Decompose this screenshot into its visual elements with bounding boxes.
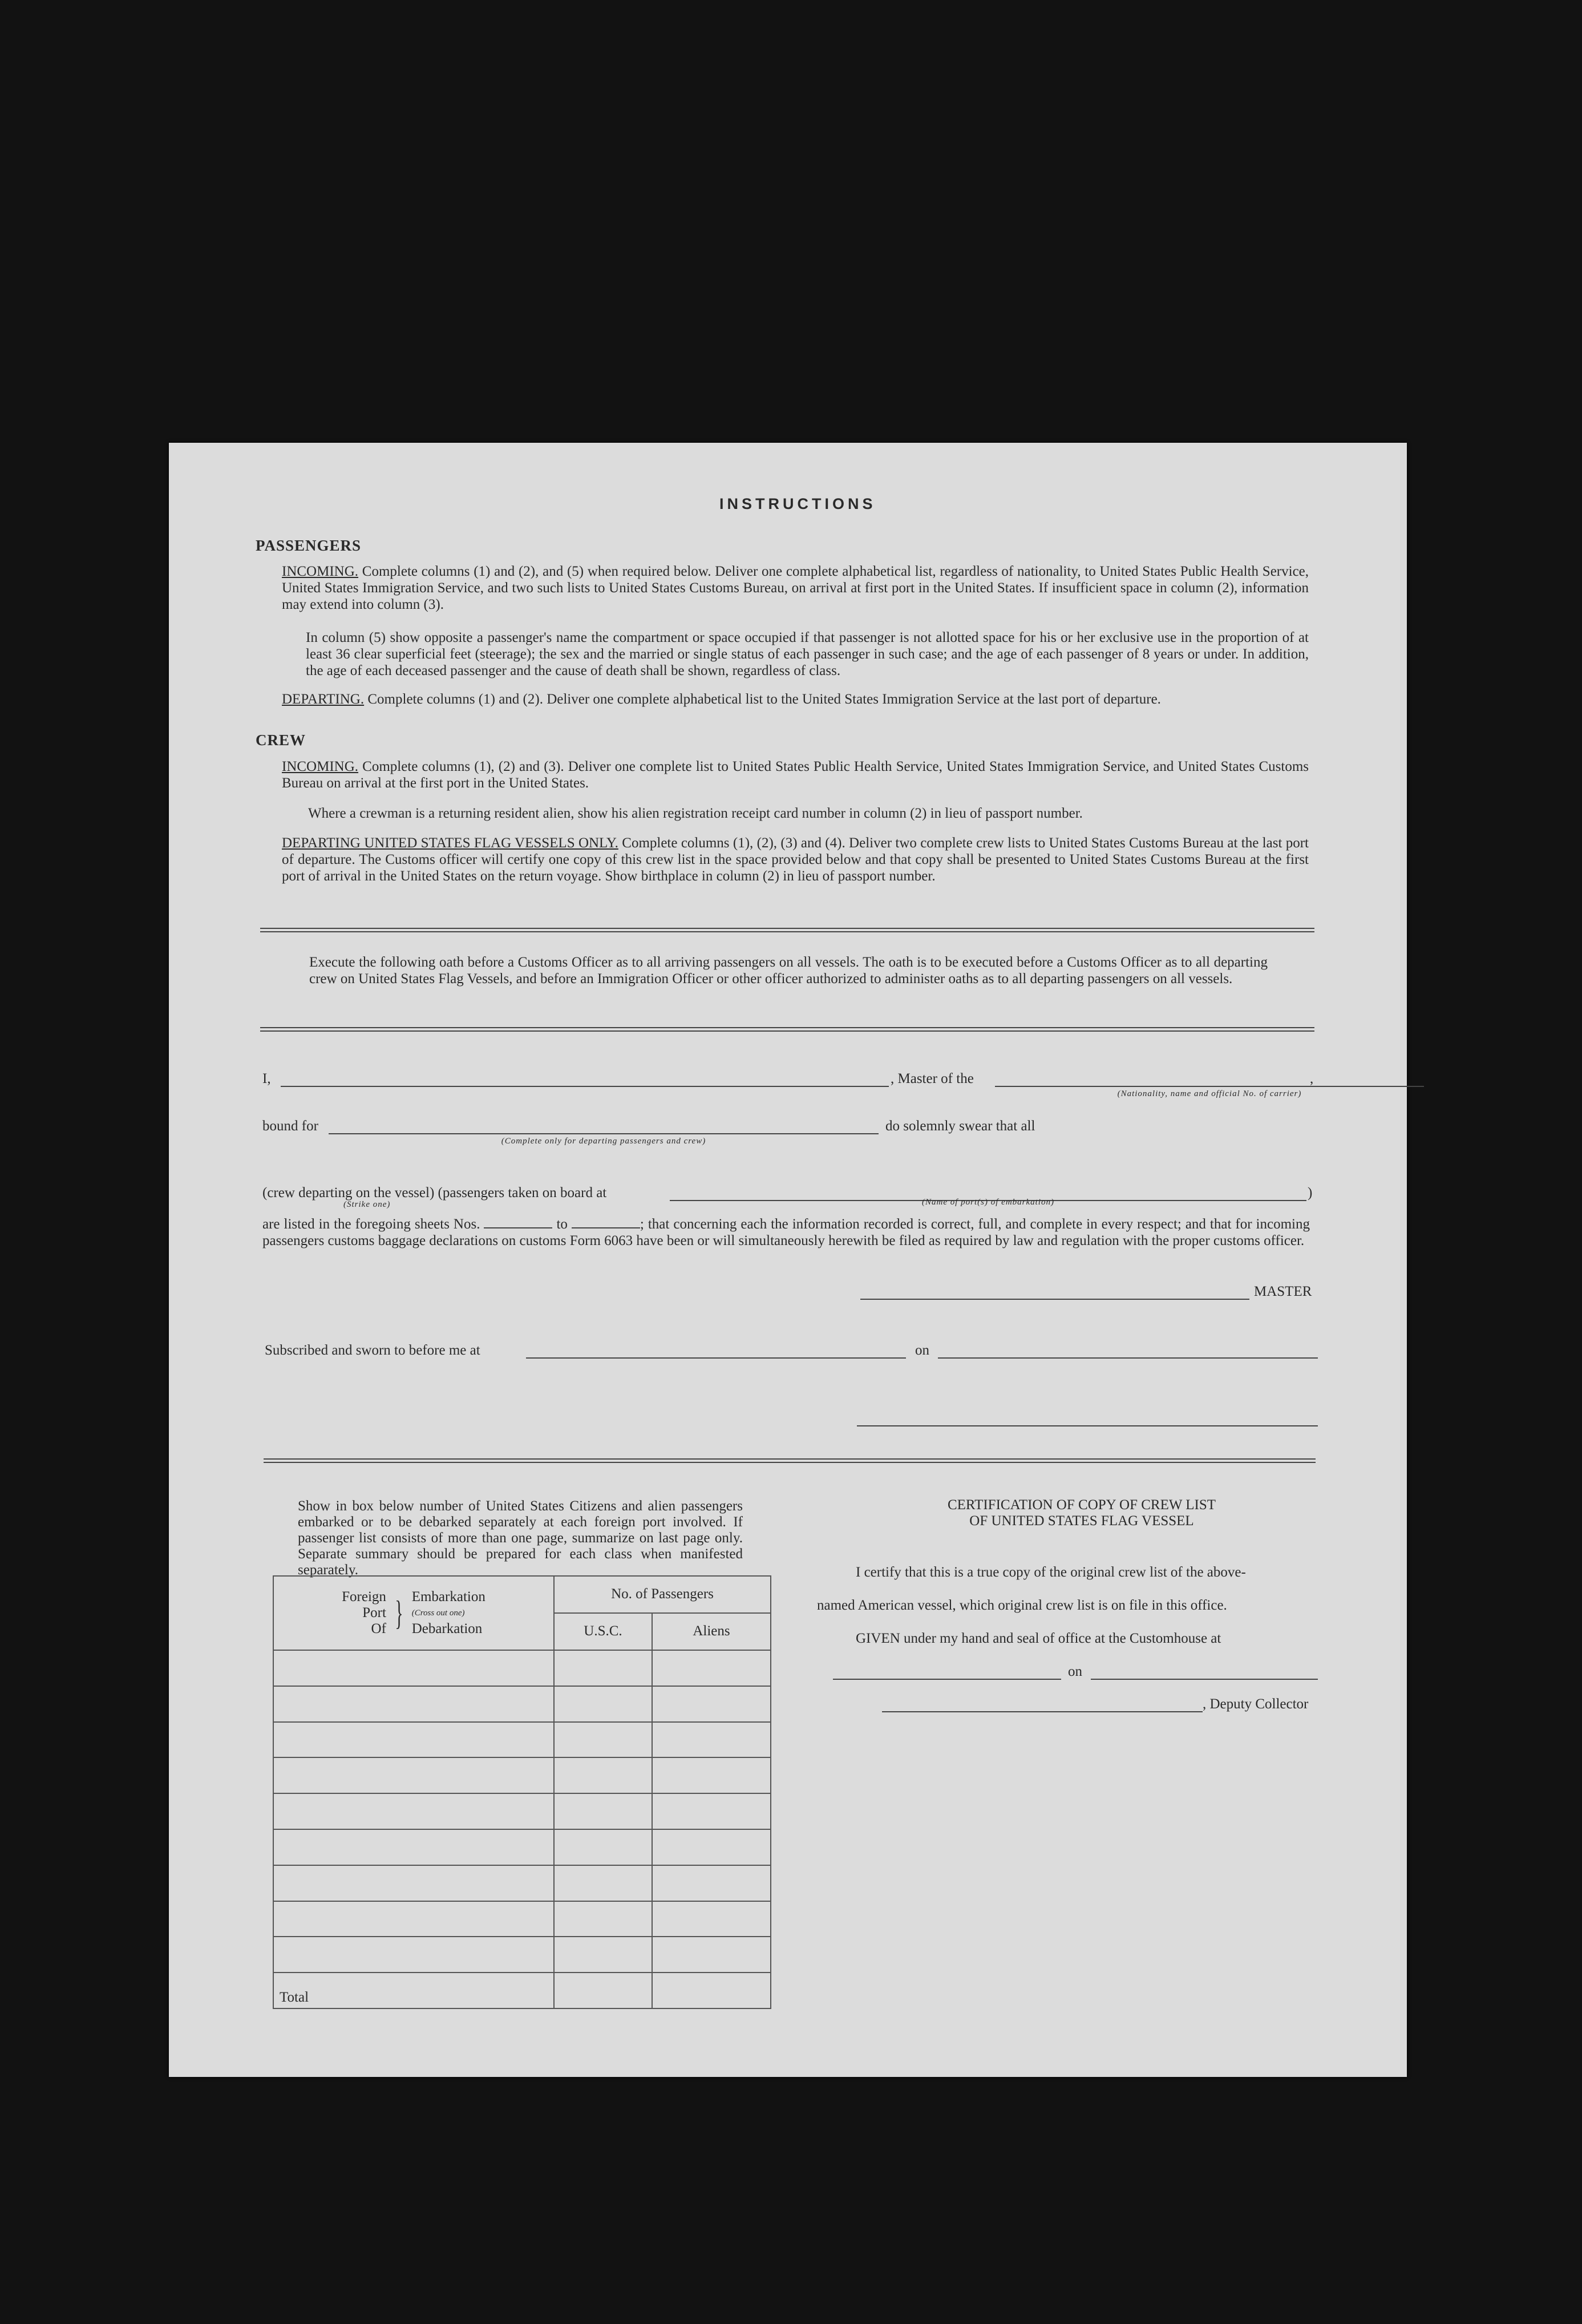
carrier-note: (Nationality, name and official No. of carrier): [1117, 1089, 1302, 1098]
foreign-label: Foreign: [342, 1589, 386, 1604]
port-cell[interactable]: [273, 1757, 554, 1793]
deputy-signature-line[interactable]: [882, 1711, 1203, 1712]
customhouse-line[interactable]: [833, 1679, 1061, 1680]
passengers-incoming-text: Complete columns (1) and (2), and (5) when required below. Deliver one complete alphabetical list, regardless of nationality, to United States Public Health Service, United States Immigration Service, and two such lists to United States Customs Bureau, on arrival at first port in the United States. If insufficient space in column (2), information may extend into column (3).: [282, 564, 1309, 612]
aliens-cell[interactable]: [652, 1722, 771, 1758]
carrier-line[interactable]: [995, 1086, 1424, 1087]
crew-incoming-text: Complete columns (1), (2) and (3). Deliver one complete list to United States Public Health Service, United States Immigration Service, and United States Customs Bureau on arrival at the first port in the United States.: [282, 759, 1309, 791]
aliens-header: Aliens: [652, 1613, 771, 1650]
port-label: Port: [362, 1604, 386, 1620]
crew-passengers-text: (crew departing on the vessel) (passengers taken on board at: [262, 1185, 607, 1201]
usc-total-cell[interactable]: [554, 1973, 652, 2008]
port-cell[interactable]: [273, 1829, 554, 1865]
swear-text: do solemnly swear that all: [885, 1118, 1035, 1134]
crew-departing-label: DEPARTING UNITED STATES FLAG VESSELS ONLY.: [282, 835, 618, 851]
sworn-date-line[interactable]: [938, 1357, 1318, 1359]
on-label: on: [915, 1343, 929, 1358]
certification-heading-2: OF UNITED STATES FLAG VESSEL: [969, 1513, 1194, 1529]
aliens-total-cell[interactable]: [652, 1973, 771, 2008]
aliens-cell[interactable]: [652, 1901, 771, 1937]
port-note: (Name of port(s) of embarkation): [922, 1198, 1054, 1207]
certification-line-1: I certify that this is a true copy of the original crew list of the above-: [856, 1565, 1246, 1580]
to-label: to: [556, 1216, 568, 1232]
certification-line-2: named American vessel, which original crew list is on file in this office.: [817, 1598, 1227, 1613]
rest-text: ; that concerning each the information recorded is correct, full, and complete in every respect; and that for incoming passengers customs baggage declarations on customs Form 6063 have been or will simultaneously herewith be filed as required by law and regulation with the proper customs officer.: [262, 1216, 1310, 1248]
sheet-from-field[interactable]: [484, 1227, 552, 1228]
deputy-collector-label: , Deputy Collector: [1203, 1696, 1309, 1712]
aliens-cell[interactable]: [652, 1793, 771, 1829]
crew-departing-paragraph: [282, 835, 1309, 884]
passengers-incoming-paragraph: [282, 563, 1309, 613]
usc-cell[interactable]: [554, 1793, 652, 1829]
double-divider: [260, 1027, 1314, 1032]
port-cell[interactable]: [273, 1793, 554, 1829]
debarkation-label: Debarkation: [411, 1620, 483, 1636]
sheet-to-field[interactable]: [572, 1227, 640, 1228]
usc-cell[interactable]: [554, 1865, 652, 1901]
master-of-the-label: , Master of the: [891, 1071, 974, 1086]
usc-cell[interactable]: [554, 1722, 652, 1758]
aliens-cell[interactable]: [652, 1865, 771, 1901]
bound-for-note: (Complete only for departing passengers and crew): [501, 1137, 706, 1146]
crew-departing-text: Complete columns (1), (2), (3) and (4). Deliver two complete crew lists to United States Customs Bureau at the last port of departure. The Customs officer will certify one copy of this crew list in the space provided below and that copy shall be presented to United States Customs Bureau at the first port of arrival in the United States on the return voyage. Show birthplace in column (2) in lieu of passport number.: [282, 835, 1309, 884]
summary-note: Show in box below number of United States Citizens and alien passengers embarked or to be debarked separately at each foreign port involved. If passenger list consists of more than one page, summarize on last page only. Separate summary should be prepared for each class when manifested separately.: [298, 1498, 743, 1578]
passengers-departing-label: DEPARTING.: [282, 692, 365, 707]
port-cell[interactable]: [273, 1686, 554, 1722]
brace: }: [395, 1594, 403, 1632]
oath-i-label: I,: [262, 1071, 271, 1086]
usc-cell[interactable]: [554, 1650, 652, 1686]
usc-cell[interactable]: [554, 1757, 652, 1793]
form-page: [169, 443, 1407, 2077]
sworn-place-line[interactable]: [526, 1357, 906, 1359]
port-cell[interactable]: [273, 1937, 554, 1973]
no-of-passengers-header: No. of Passengers: [554, 1576, 771, 1613]
certification-date-line[interactable]: [1091, 1679, 1318, 1680]
subscribed-text: Subscribed and sworn to before me at: [265, 1343, 480, 1358]
bound-for-label: bound for: [262, 1118, 318, 1134]
officer-signature-line[interactable]: [857, 1425, 1318, 1426]
passengers-departing-paragraph: [282, 691, 1309, 708]
double-divider: [260, 928, 1314, 932]
passengers-column5-text: In column (5) show opposite a passenger's name the compartment or space occupied if that passenger is not allotted space for his or her exclusive use in the proportion of at least 36 clear superficial feet (steerage); the sex and the married or single status of each passenger in such case; and the age of each passenger of 8 years or under. In addition, the age of each deceased passenger and the cause of death shall be shown, regardless of class.: [306, 630, 1309, 678]
listed-paragraph: [262, 1216, 1310, 1249]
crew-heading: CREW: [256, 731, 306, 749]
master-name-line[interactable]: [281, 1086, 889, 1087]
port-cell[interactable]: [273, 1650, 554, 1686]
port-cell[interactable]: [273, 1865, 554, 1901]
master-label: MASTER: [1254, 1284, 1312, 1299]
embarkation-label: Embarkation: [411, 1589, 485, 1604]
aliens-cell[interactable]: [652, 1937, 771, 1973]
aliens-cell[interactable]: [652, 1829, 771, 1865]
usc-cell[interactable]: [554, 1686, 652, 1722]
bound-for-line[interactable]: [329, 1133, 879, 1134]
comma: ,: [1310, 1071, 1314, 1086]
master-signature-line[interactable]: [860, 1299, 1249, 1300]
certification-line-3: GIVEN under my hand and seal of office at the Customhouse at: [856, 1631, 1221, 1646]
usc-cell[interactable]: [554, 1829, 652, 1865]
crew-resident-text: Where a crewman is a returning resident alien, show his alien registration receipt card number in column (2) in lieu of passport number.: [308, 806, 1083, 821]
passengers-incoming-label: INCOMING.: [282, 564, 359, 579]
cross-out-note: (Cross out one): [411, 1608, 465, 1618]
strike-note: (Strike one): [343, 1200, 391, 1209]
certification-on-label: on: [1068, 1664, 1082, 1679]
double-divider: [264, 1458, 1316, 1463]
listed-text: are listed in the foregoing sheets Nos.: [262, 1216, 480, 1232]
crew-incoming-paragraph: [282, 758, 1309, 791]
of-label: Of: [371, 1620, 386, 1636]
passenger-summary-table: [273, 1575, 771, 2009]
usc-header: U.S.C.: [554, 1613, 652, 1650]
certification-heading-1: CERTIFICATION OF COPY OF CREW LIST: [947, 1497, 1216, 1513]
port-cell[interactable]: [273, 1901, 554, 1937]
aliens-cell[interactable]: [652, 1757, 771, 1793]
passengers-departing-text: Complete columns (1) and (2). Deliver one complete alphabetical list to the United States Immigration Service at the last port of departure.: [367, 692, 1161, 707]
crew-incoming-label: INCOMING.: [282, 759, 359, 774]
usc-cell[interactable]: [554, 1937, 652, 1973]
aliens-cell[interactable]: [652, 1686, 771, 1722]
total-label: Total: [273, 1973, 554, 2008]
close-paren: ): [1308, 1185, 1313, 1201]
oath-instructions: Execute the following oath before a Customs Officer as to all arriving passengers on all vessels. The oath is to be executed before a Customs Officer as to all departing crew on United States Flag Vessels, and before an Immigration Officer or other officer authorized to administer oaths as to all departing passengers on all vessels.: [309, 955, 1268, 987]
port-header-cell: [273, 1576, 554, 1650]
passengers-heading: PASSENGERS: [256, 537, 362, 554]
page-title: INSTRUCTIONS: [719, 495, 876, 512]
port-cell[interactable]: [273, 1722, 554, 1758]
usc-cell[interactable]: [554, 1901, 652, 1937]
aliens-cell[interactable]: [652, 1650, 771, 1686]
